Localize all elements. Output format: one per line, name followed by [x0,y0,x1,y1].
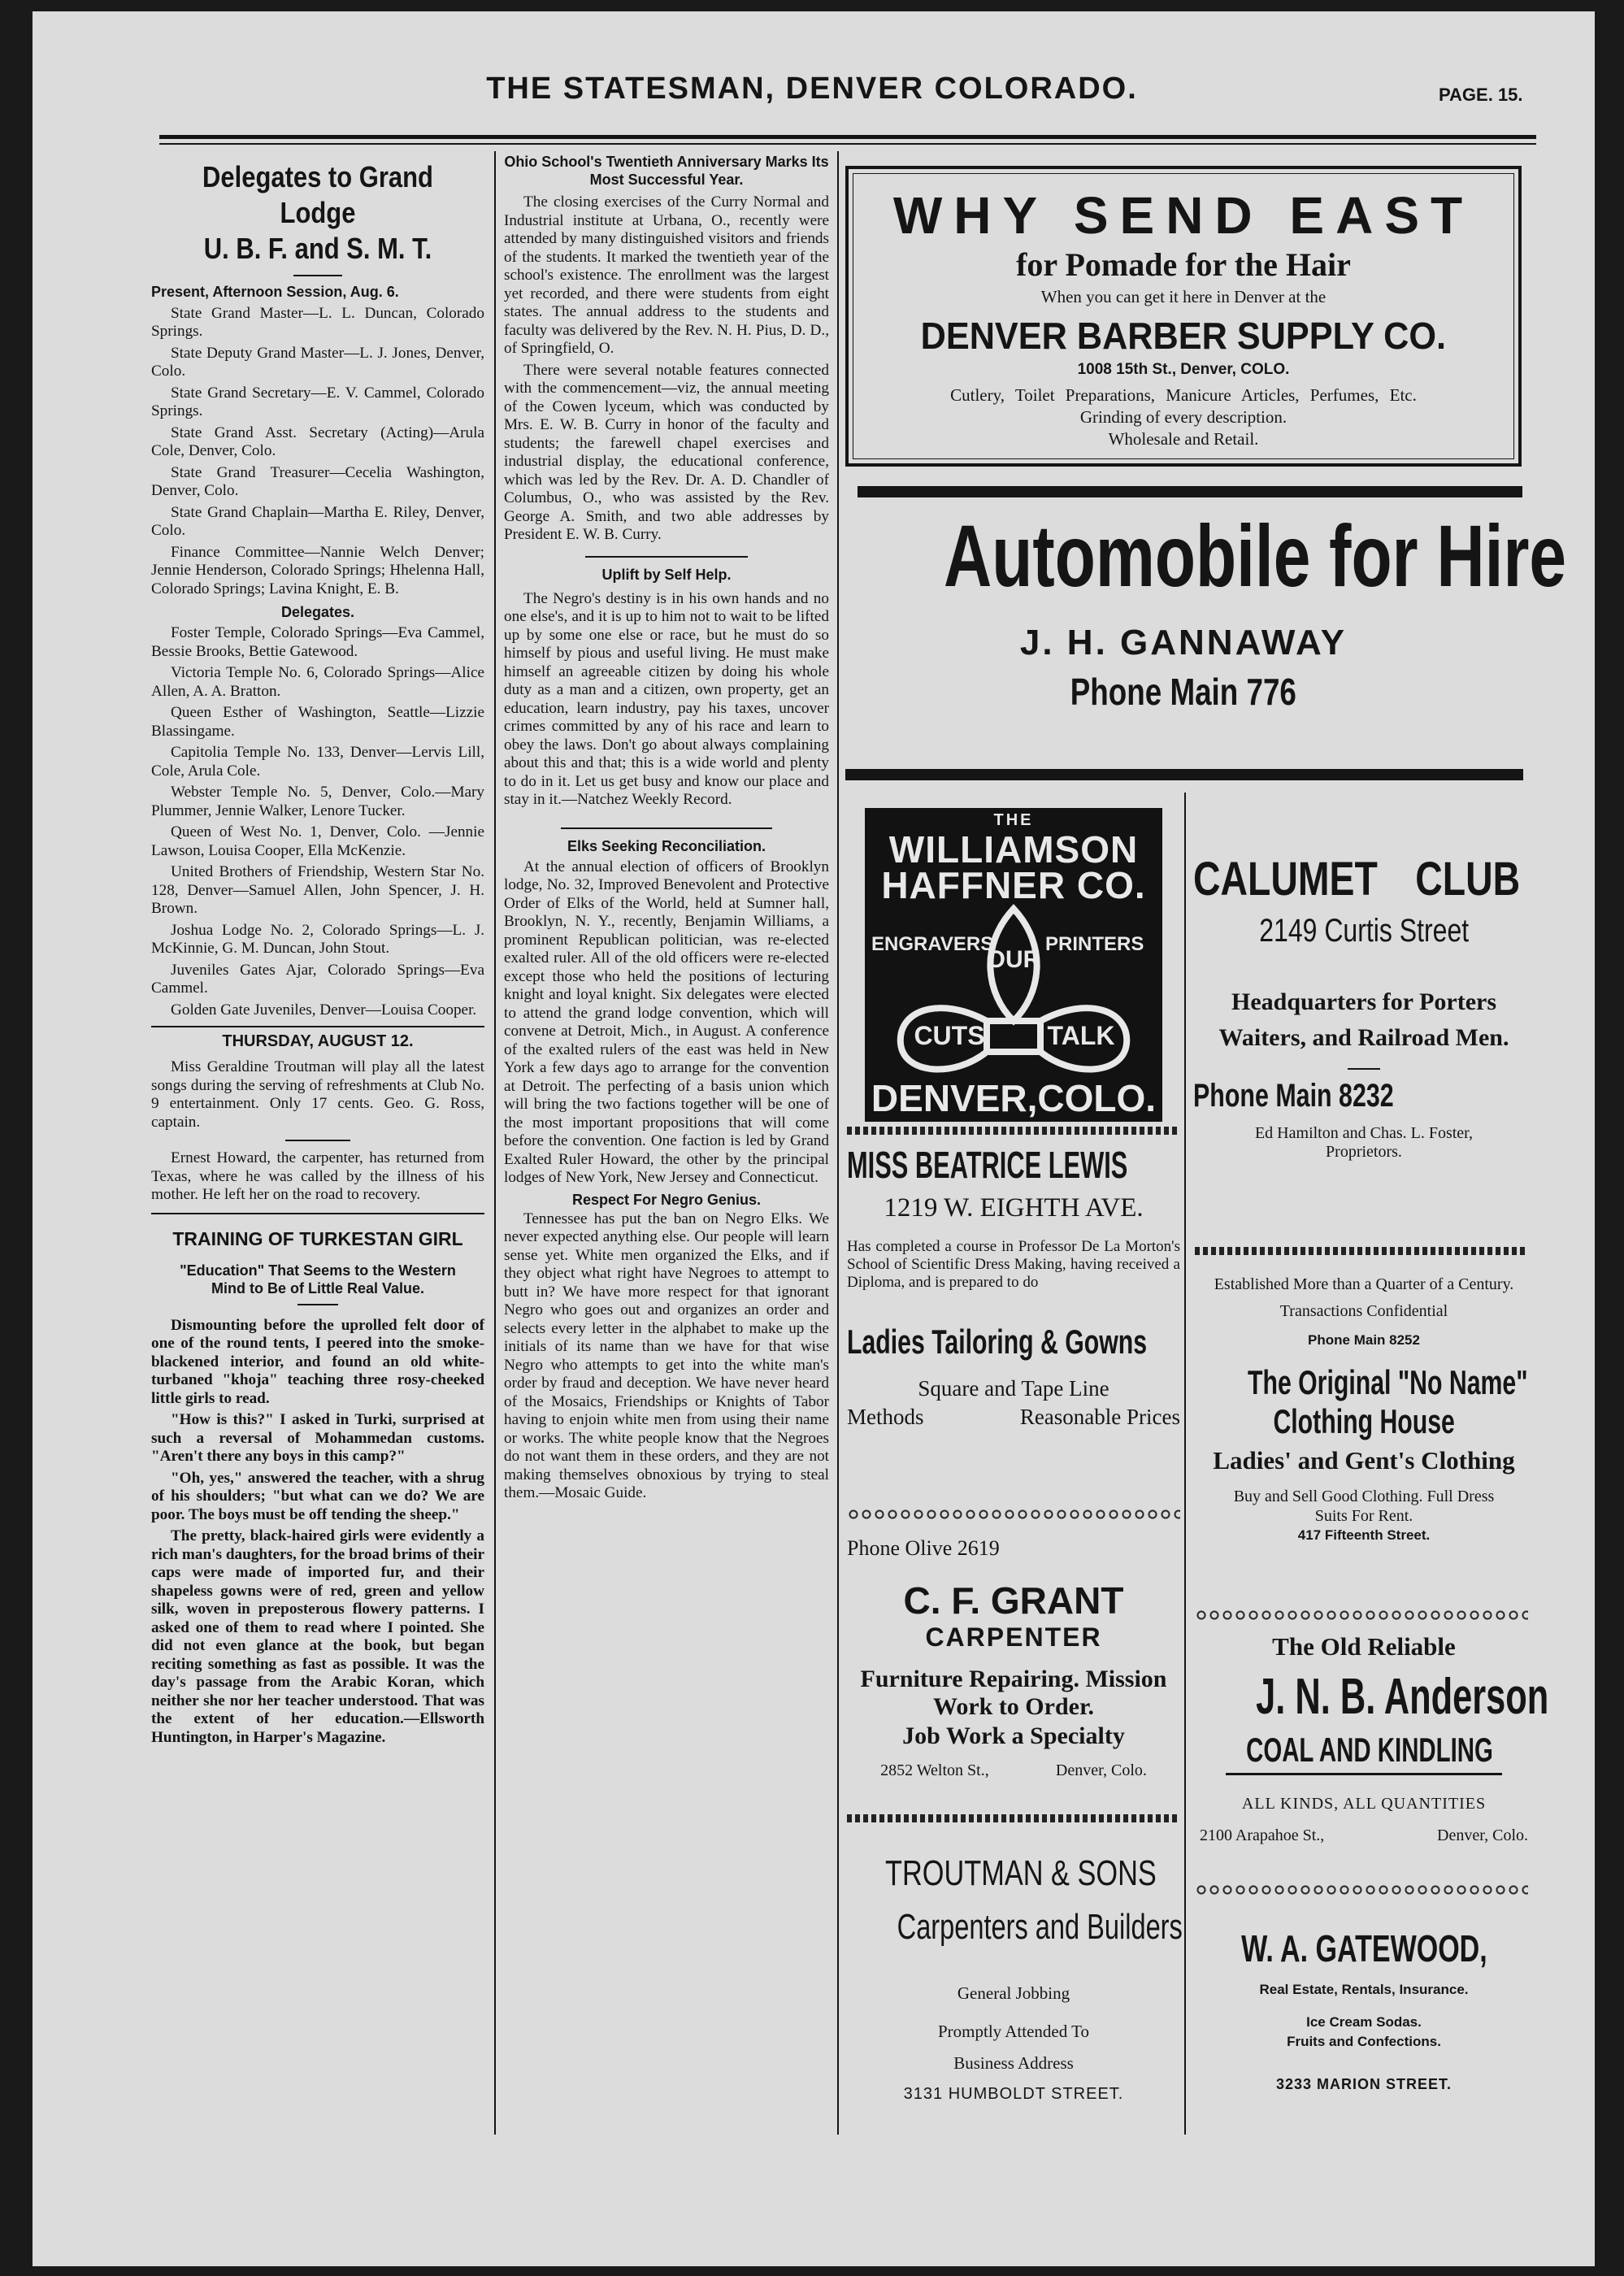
calumet-address: 2149 Curtis Street [1259,913,1469,949]
elks-heading: Elks Seeking Reconciliation. [567,837,766,854]
session-line: Present, Afternoon Session, Aug. 6. [151,284,399,300]
lewis-ad [847,1143,1180,1430]
logo-right: PRINTERS [1045,933,1144,955]
calumet-name: CALUMET CLUB [1193,853,1521,906]
grant-phone: Phone Olive 2619 [847,1536,1000,1560]
grant-address: 2852 Welton St., Denver, Colo. [880,1761,1147,1779]
anderson-text: ALL KINDS, ALL QUANTITIES [1241,1795,1487,1813]
officer-entry: Finance Committee—Nannie Welch Denver; Jennie Henderson, Colorado Springs; Hhelenna Hall, Colorado Springs; Lavina Knight, E. B. [151,543,484,597]
delegate-entry: Webster Temple No. 5, Denver, Colo.—Mary Plummer, Jennie Walker, Lenore Tucker. [151,784,484,819]
training-title: TRAINING OF TURKESTAN GIRL [172,1227,463,1249]
ad-text: Grinding of every description. [1079,407,1287,427]
uplift-article: The Negro's destiny is in his own hands and no one else's, and it is up to him not to wait to be lifted up by some one else or race, but he must do so himself by pious and useful living. He must make himself an agreeable citizen by doing his whole duty as a man and a citizen, own property, get an education, learn industry, pay his taxes, uncover crimes committed by any of his race and learn to obey the laws. Don't go about always complaining about this and that; this is a wide world and plenty to do in it. Let us get busy and know our place and stay in it.—Natchez Weekly Record. [504,589,829,808]
ad-company: DENVER BARBER SUPPLY CO. [920,315,1447,357]
ornament-rule [847,1127,1180,1135]
ohio-article [504,193,829,545]
officer-entry: State Deputy Grand Master—L. J. Jones, Denver, Colo. [151,344,484,380]
grant-ad [847,1536,1180,1780]
noname-address: 417 Fifteenth Street. [1297,1527,1431,1543]
noname-sub: Ladies' and Gent's Clothing [1213,1446,1515,1475]
anderson-address: 2100 Arapahoe St., Denver, Colo. [1200,1826,1528,1844]
lewis-text: Has completed a course in Professor De La Morton's School of Scientific Dress Making, having received a Diploma, and is prepared to do [847,1238,1180,1291]
gatewood-text: Fruits and Confections. [1287,2034,1441,2049]
calumet-proprietors: Ed Hamilton and Chas. L. Foster, [1254,1124,1474,1142]
delegate-entry: Victoria Temple No. 6, Colorado Springs—Alice Allen, A. A. Bratton. [151,664,484,700]
masthead-rule-thin [159,143,1536,145]
ad-rule [845,769,1523,780]
column-2 [504,153,829,1506]
section-rule [151,1213,484,1214]
ornament-rule [1195,1884,1528,1896]
short-rule [1348,1068,1380,1070]
grant-name: C. F. GRANT [903,1579,1124,1622]
ad-address: 1008 15th St., Denver, COLO. [1077,361,1290,378]
ad-headline: WHY SEND EAST [892,186,1474,245]
short-rule [293,275,342,276]
automobile-ad [845,506,1567,766]
calumet-text: Waiters, and Railroad Men. [1218,1024,1509,1051]
short-rule [285,1140,350,1141]
masthead: THE STATESMAN, DENVER COLORADO. [486,72,1138,106]
officers-list [151,305,484,599]
gatewood-text: Ice Cream Sodas. [1306,2014,1422,2030]
officer-entry: State Grand Secretary—E. V. Cammel, Colorado Springs. [151,384,484,419]
delegate-entry: Juveniles Gates Ajar, Colorado Springs—Eva Cammel. [151,961,484,997]
delegate-entry: Joshua Lodge No. 2, Colorado Springs—L. J. McKinnie, G. M. Duncan, John Stout. [151,921,484,957]
grant-trade: CARPENTER [925,1622,1102,1652]
logo-city: DENVER,COLO. [871,1077,1157,1119]
ornament-rule [847,1814,1180,1822]
lewis-service: Ladies Tailoring & Gowns [847,1323,1148,1361]
delegate-entry: Queen of West No. 1, Denver, Colo. —Jennie Lawson, Louisa Cooper, Ella McKenzie. [151,823,484,859]
troutman-name: TROUTMAN & SONS [885,1853,1157,1893]
lewis-methods-row: Methods Reasonable Prices [847,1405,1180,1429]
delegate-entry: Foster Temple, Colorado Springs—Eva Cammel, Bessie Brooks, Bettie Gatewood. [151,624,484,660]
ad-goods: Cutlery, Toilet Preparations, Manicure Articles, Perfumes, Etc. [950,385,1417,405]
delegate-entry: United Brothers of Friendship, Western Star No. 128, Denver—Samuel Allen, John Spencer, J. H. Brown. [151,863,484,917]
ornament-rule [1195,1609,1528,1621]
lewis-methods: Square and Tape Line [918,1376,1109,1401]
ad-text: Wholesale and Retail. [1108,429,1259,449]
troutman-text: General Jobbing [957,1983,1070,2003]
calumet-phone: Phone Main 8232 [1193,1078,1394,1114]
no-name-clothing-ad [1193,1275,1535,1544]
troutman-notice: Miss Geraldine Troutman will play all the latest songs during the serving of refreshments at Club No. 9 entertainment. Only 17 cents. Geo. G. Ross, captain. [151,1058,484,1131]
logo-left: ENGRAVERS [871,933,994,955]
gatewood-trade: Real Estate, Rentals, Insurance. [1259,1982,1469,1997]
noname-established: Established More than a Quarter of a Century. [1214,1275,1514,1293]
officer-entry: State Grand Chaplain—Martha E. Riley, Denver, Colo. [151,503,484,539]
training-article [151,1317,484,1748]
article-paragraph: There were several notable features connected with the commencement—viz, the annual meeting of the Cowen lyceum, which was conducted by Mrs. E. W. B. Curry in honor of the faculty and students; the farewell chapel exercises and industrial display, the educational conference, which was led by the Rev. Dr. A. D. Chandler of Columbus, O., who was assisted by the Rev. George A. Smith, and two able addresses by President E. W. B. Curry. [504,361,829,543]
anderson-name: J. N. B. Anderson [1256,1669,1549,1725]
lewis-name: MISS BEATRICE LEWIS [847,1144,1128,1186]
genius-heading: Respect For Negro Genius. [571,1191,762,1208]
article-paragraph: "Oh, yes," answered the teacher, with a shrug of his shoulders; "but what can we do? We are poor. The boys must be off tending the sheep." [151,1469,484,1523]
short-rule [561,827,772,829]
williamson-haffner-logo [865,808,1162,1122]
delegate-entry: Queen Esther of Washington, Seattle—Lizzie Blassingame. [151,704,484,740]
column-divider [837,151,839,2135]
anderson-lead: The Old Reliable [1272,1632,1456,1661]
column-1 [151,159,484,1750]
calumet-proprietors: Proprietors. [1326,1143,1402,1161]
ad-rule [858,486,1522,497]
short-rule [297,1304,338,1305]
short-rule [1226,1773,1502,1775]
ohio-heading: Ohio School's Twentieth Anniversary Marks Its Most Successful Year. [504,154,829,188]
logo-name: HAFFNER CO. [881,864,1146,906]
grant-services: Furniture Repairing. Mission Work to Order. [860,1666,1167,1720]
ornament-rule [1195,1247,1528,1255]
troutman-address: 3131 HUMBOLDT STREET. [903,2085,1124,2103]
page-number: PAGE. 15. [1439,85,1523,105]
troutman-text: Promptly Attended To [938,2022,1089,2041]
calumet-club-ad [1193,852,1535,1162]
gatewood-name: W. A. GATEWOOD, [1240,1927,1487,1970]
column-divider [494,151,496,2135]
article-paragraph: The pretty, black-haired girls were evidently a rich man's daughters, for the broad brims of their caps were made of imported fur, and their shapeless gowns were of red, green and yellow silk, woven in preposterous flowery patterns. I asked one of them to read where I pointed. She did not even glance at the book, but began reciting something as fast as possible. It was the day's passage from the Arabic Koran, which neither she nor her teacher understood. That was the extent of her education.—Ellsworth Huntington, in Harper's Magazine. [151,1527,484,1746]
lewis-address: 1219 W. EIGHTH AVE. [884,1193,1144,1223]
gatewood-address: 3233 MARION STREET. [1275,2076,1452,2092]
noname-phone: Phone Main 8252 [1308,1332,1420,1348]
uplift-heading: Uplift by Self Help. [601,566,732,583]
officer-entry: State Grand Master—L. L. Duncan, Colorado Springs. [151,304,484,340]
article-paragraph: "How is this?" I asked in Turki, surprised at such a reversal of Mohammedan customs. "Aren't there any boys in this camp?" [151,1411,484,1465]
delegates-list [151,624,484,1019]
gatewood-ad [1193,1926,1535,2093]
ad-subhead: for Pomade for the Hair [1016,246,1351,283]
grant-specialty: Job Work a Specialty [902,1722,1125,1749]
genius-article: Tennessee has put the ban on Negro Elks. We never expected anything else. Our people will learn sense yet. White men organized the Elks, and if they object what right have Negroes to attempt to butt in? We have more respect for that ignorant Negro who goes out and organizes an order and selects every letter in the alphabet to make up the initials of its name than we have for that wise Negro who attempts to get into the white man's order by fraud and deception. We have never heard of the Mosaics, Friendships or Knights of Tabor having to enjoin white men from using their name or works. The white people know that the Negroes do not want them in these orders, and they are not making themselves obnoxious by trying to steal them.—Mosaic Guide. [504,1210,829,1501]
auto-phone: Phone Main 776 [1070,671,1297,713]
howard-notice: Ernest Howard, the carpenter, has returned from Texas, where he was called by the illness of his mother. He left her on the road to recovery. [151,1149,484,1203]
thursday-heading: THURSDAY, AUGUST 12. [222,1032,414,1050]
noname-confidential: Transactions Confidential [1279,1302,1448,1320]
logo-talk: TALK [1047,1021,1115,1050]
elks-article: At the annual election of officers of Brooklyn lodge, No. 32, Improved Benevolent and Protective Order of Elks of the World, held at Sumner hall, Brooklyn, N. Y., recently, Benjamin Williams, a prominent Republican politician, was re-elected exalted ruler. All of the old officers were re-elected except those who held the positions of lecturing knight and loyal knight. Six delegates were elected to attend the grand lodge convention, which will convene at Detroit, Mich., in August. A conference of the exalted rulers of the east was held in New York a few days ago to arrange for the convention at Detroit. The perfecting of a basis union which will bring the two factions together will be one of the most important propositions that will come before the convention. One faction is led by Grand Exalted Ruler Howard, the other by the principal lodges of New York, New Jersey and Connecticut. [504,858,829,1186]
anderson-ad [1193,1632,1549,1845]
section-rule [151,1026,484,1027]
troutman-text: Business Address [953,2053,1074,2073]
article-paragraph: Dismounting before the uprolled felt door of one of the round tents, I peered into the smoke-blackened interior, and found an old white-turbaned "khoja" teaching three rosy-cheeked little girls to read. [151,1316,484,1407]
auto-owner: J. H. GANNAWAY [1019,623,1348,662]
logo-the: THE [993,811,1034,829]
barber-supply-ad [845,166,1522,467]
training-subhead: "Education" That Seems to the Western Mind to Be of Little Real Value. [180,1262,456,1297]
ad-text: When you can get it here in Denver at the [1040,287,1327,306]
troutman-ad [847,1853,1183,2104]
article-paragraph: The closing exercises of the Curry Normal and Industrial institute at Urbana, O., recently were attended by many distinguished visitors and friends of the students. It marked the twentieth year of the school's existence. The enrollment was the largest yet recorded, and there were students from eight states. The annual address to the students and faculty was delivered by the Rev. N. H. Pius, D. D., of Springfield, O. [504,193,829,357]
noname-title: Clothing House [1273,1402,1455,1440]
officer-entry: State Grand Asst. Secretary (Acting)—Arula Cole, Denver, Colo. [151,423,484,459]
troutman-trade: Carpenters and Builders [897,1907,1183,1947]
delegate-entry: Golden Gate Juveniles, Denver—Louisa Cooper. [171,1001,477,1019]
noname-title: The Original "No Name" [1248,1363,1528,1401]
short-rule [585,556,748,558]
column-divider [1184,793,1186,2135]
logo-our: OUR [986,946,1041,973]
logo-cuts: CUTS [914,1021,985,1050]
delegate-entry: Capitolia Temple No. 133, Denver—Lervis Lill, Cole, Arula Cole. [151,744,484,780]
ornament-rule [847,1509,1180,1520]
anderson-trade: COAL AND KINDLING [1246,1731,1493,1769]
calumet-text: Headquarters for Porters [1231,988,1496,1015]
officer-entry: State Grand Treasurer—Cecelia Washington, Denver, Colo. [151,463,484,499]
noname-text: Buy and Sell Good Clothing. Full Dress Suits For Rent. [1233,1488,1495,1525]
masthead-rule [159,135,1536,139]
auto-headline: Automobile for Hire [943,506,1567,605]
logo-name: WILLIAMSON [888,828,1139,871]
headline: Delegates to Grand Lodge U. B. F. and S. M. T. [202,160,433,265]
delegates-heading: Delegates. [280,604,355,620]
